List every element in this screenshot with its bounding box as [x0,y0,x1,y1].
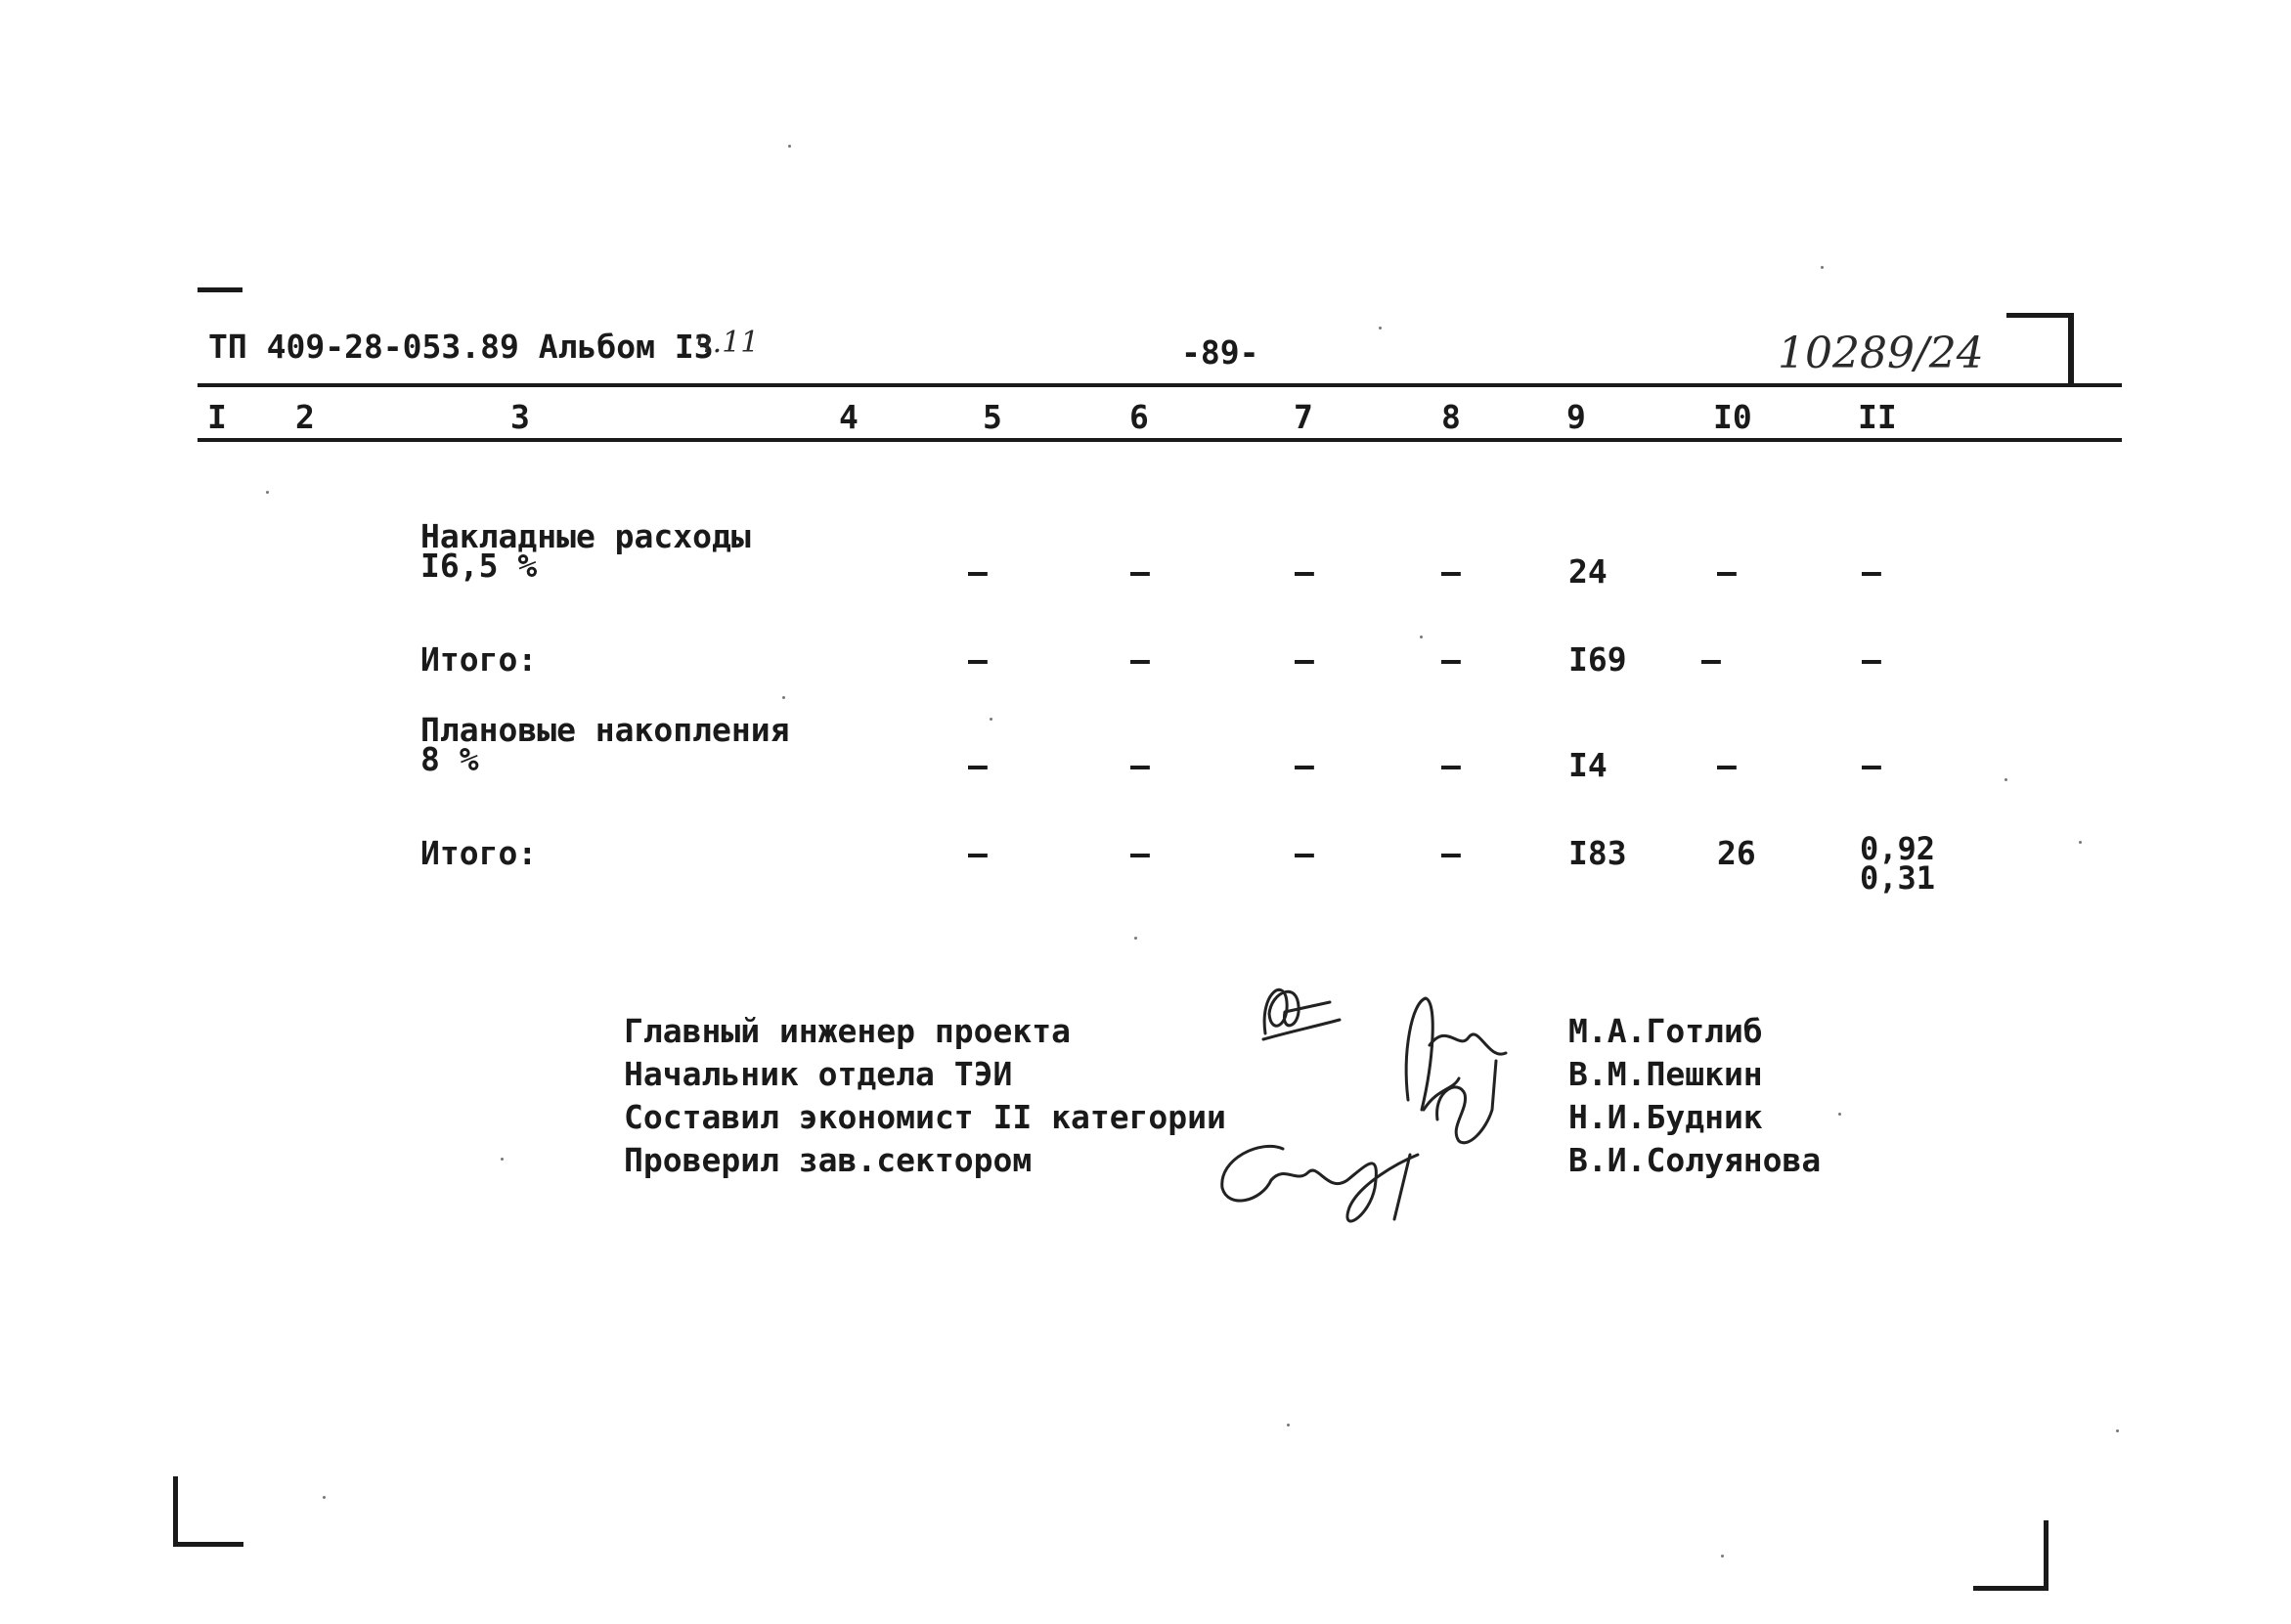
cell-col6: – [1130,834,1150,872]
handwritten-signatures [1203,963,1574,1237]
column-header: I0 [1713,398,1752,436]
column-header: II [1858,398,1897,436]
cell-col9: I4 [1568,746,1608,784]
signatory-title: Составил экономист II категории [624,1098,1226,1136]
corner-bracket-bottom-left-vertical [173,1476,178,1547]
page-number: -89- [1181,333,1259,372]
cell-col10: – [1701,640,1721,679]
cell-col10: – [1717,746,1737,784]
column-header: 6 [1129,398,1149,436]
signatory-name: В.М.Пешкин [1568,1055,1763,1093]
row-label: Итого: [420,834,538,872]
cell-col10: – [1717,552,1737,591]
corner-mark [198,287,242,292]
cell-col5: – [968,552,988,591]
document-code: ТП 409-28-053.89 Альбом I3 [208,328,714,366]
cell-col9: I69 [1568,640,1627,679]
column-header: 9 [1566,398,1586,436]
cell-col6: – [1130,640,1150,679]
row-label: Накладные расходы [420,517,751,555]
corner-bracket-bottom-right-vertical [2044,1520,2049,1591]
signatory-name: Н.И.Будник [1568,1098,1763,1136]
cell-col9: I83 [1568,834,1627,872]
cell-col11: – [1862,746,1881,784]
cell-col7: – [1295,834,1314,872]
corner-bracket-bottom-left [173,1542,243,1547]
row-label: Итого: [420,640,538,679]
row-label-rate: 8 % [420,740,479,778]
column-header: 2 [295,398,315,436]
cell-col6: – [1130,746,1150,784]
cell-col8: – [1441,834,1461,872]
column-header: 5 [983,398,1002,436]
signatory-title: Начальник отдела ТЭИ [624,1055,1013,1093]
cell-col8: – [1441,552,1461,591]
inventory-number: 10289/24 [1778,329,1984,378]
cell-col11: – [1862,552,1881,591]
cell-col7: – [1295,746,1314,784]
cell-col7: – [1295,640,1314,679]
corner-bracket-top-right [2006,313,2073,318]
column-header: 8 [1441,398,1461,436]
column-header: 7 [1294,398,1313,436]
cell-col5: – [968,746,988,784]
row-label-rate: I6,5 % [420,547,538,585]
corner-bracket-bottom-right [1973,1586,2049,1591]
cell-col11-bottom: 0,31 [1860,859,1936,897]
cell-col8: – [1441,746,1461,784]
column-header: 3 [510,398,530,436]
table-header-rule [198,438,2122,442]
cell-col5: – [968,640,988,679]
signatory-title: Проверил зав.сектором [624,1141,1033,1179]
cell-col11-top: 0,92 [1860,830,1936,867]
cell-col11: – [1862,640,1881,679]
column-header: 4 [839,398,859,436]
cell-col5: – [968,834,988,872]
signatory-title: Главный инженер проекта [624,1012,1071,1050]
cell-col10: 26 [1717,834,1756,872]
signatory-name: В.И.Солуянова [1568,1141,1822,1179]
part-note: ч.11 [694,326,760,360]
cell-col7: – [1295,552,1314,591]
cell-col8: – [1441,640,1461,679]
cell-col6: – [1130,552,1150,591]
signatory-name: М.А.Готлиб [1568,1012,1763,1050]
table-top-rule [198,383,2122,387]
corner-bracket-top-right-vertical [2068,313,2074,385]
column-header: I [207,398,227,436]
cell-col9: 24 [1568,552,1608,591]
row-label: Плановые накопления [420,711,790,749]
